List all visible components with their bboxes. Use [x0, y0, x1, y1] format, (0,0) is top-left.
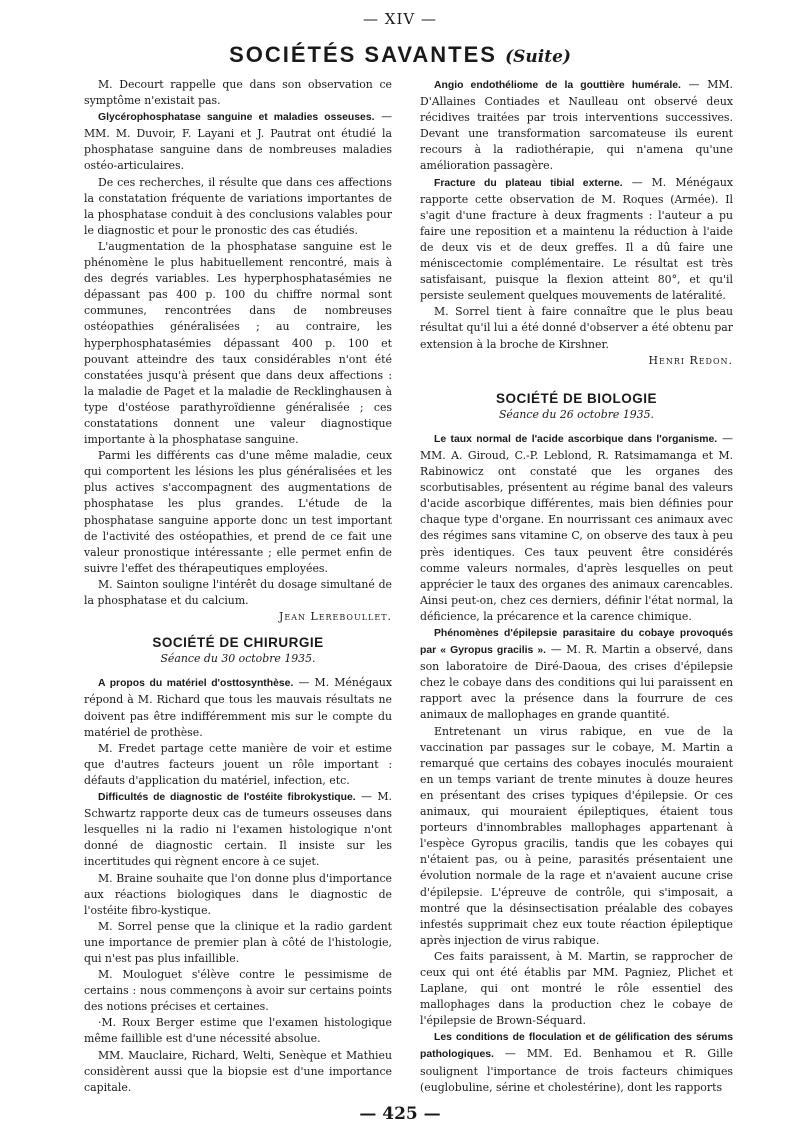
paragraph: M. Braine souhaite que l'on donne plus d'importance aux réactions biologiques dans le diagnostic de l'ostéite fibro-kystique. [84, 871, 392, 917]
paragraph: Parmi les différents cas d'une même maladie, ceux qui comportent les lésions les plus généralisées et les plus actives s'accompagnent des augmentations de phosphatase les plus grandes. L'étude de la phosphatase sanguine apporte donc un test important de l'activité des ostéopathies, et prend de ce fait une valeur pronostique intéressante ; elle permet enfin de suivre l'effet des thérapeutiques employées. [84, 449, 392, 575]
article-title: A propos du matériel d'osttosynthèse. [98, 678, 294, 690]
signature: Jean Lereboullet. [279, 610, 392, 624]
paragraph: L'augmentation de la phosphatase sanguine est le phénomène le plus habituellement rencontré, mais à des degrés variables. Les hyperphosphatasémies ne dépassant pas 400 p. 100 du chiffre normal sont communes, rencontrées dans de nombreuses ostéopathies généralisées ; au contraire, les hyperphosphatasémies dépassant 400 p. 100 et pouvant atteindre des taux considérables n'ont été constatées jusqu'à présent que dans deux affections : la maladie de Paget et la maladie de Recklinghausen à type d'ostéose parathyroïdienne généralisée ; ces constatations donnent une valeur diagnostique importante à la phosphatase sanguine. [84, 239, 392, 447]
article-title: Le taux normal de l'acide ascorbique dans l'organisme. [434, 433, 718, 445]
paragraph: M. Sainton souligne l'intérêt du dosage simultané de la phosphatase et du calcium. [84, 577, 392, 607]
right-column [420, 77, 733, 1096]
page-number: — 425 — [359, 1104, 441, 1124]
paragraph: MM. Mauclaire, Richard, Welti, Senèque et Mathieu considèrent aussi que la biopsie est d'une importance capitale. [84, 1048, 392, 1094]
article-text: — M. R. Martin a observé, dans son laboratoire de Diré-Daoua, des crises d'épilepsie chez le cobaye dans des conditions qui lui paraissent en rapport avec la présence dans la fourrure de ces animaux de mallophages en grande quantité. [420, 643, 733, 722]
paragraph: Entretenant un virus rabique, en vue de la vaccination par passages sur le cobaye, M. Martin a remarqué que certains des cobayes inoculés mouraient en un temps variant de trente minutes à douze heures en présentant des crises typiques d'épilepsie. Or ces animaux, qui mouraient épileptiques, étaient tous porteurs d'innombrables mallophages appartenant à l'espèce Gyropus gracilis, tandis que les cobayes qui n'étaient pas, ou à peine, parasités présentaient une évolution normale de la rage et n'avaient aucune crise d'épilepsie. L'épreuve de contrôle, qui s'imposait, a montré que la désinsectisation préalable des cobayes infestés supprimait chez eux toute réaction épileptique après injection de virus rabique. [420, 724, 733, 947]
page-title [0, 42, 800, 68]
paragraph: M. Decourt rappelle que dans son observation ce symptôme n'existait pas. [84, 78, 392, 108]
title-main: SOCIÉTÉS SAVANTES [229, 42, 497, 67]
paragraph: Ces faits paraissent, à M. Martin, se rapprocher de ceux qui ont été établis par MM. Pagniez, Plichet et Laplane, qui ont montré le rôle essentiel des mallophages dans la production chez le cobaye de l'épilepsie de Brown-Séquard. [420, 949, 733, 1028]
paragraph: M. Mouloguet s'élève contre le pessimisme de certains : nous commençons à avoir sur certains points des notions précises et certaines. [84, 968, 392, 1014]
session-date: Séance du 30 octobre 1935. [160, 652, 316, 666]
article-floculation [420, 1029, 733, 1095]
section-heading: SOCIÉTÉ DE CHIRURGIE [152, 635, 324, 651]
article-title: Phénomènes d'épilepsie parasitaire du cobaye provoqués par « Gyropus gracilis ». [420, 628, 733, 657]
article-fibro [84, 789, 392, 870]
article-title: Les conditions de floculation et de gélification des sérums pathologiques. [420, 1032, 733, 1061]
paragraph: De ces recherches, il résulte que dans ces affections la constatation fréquente de variations importantes de la phosphatase conduit à des conclusions valables pour le diagnostic et pour le pronostic des cas étudiés. [84, 175, 392, 237]
article-title: Difficultés de diagnostic de l'ostéite fibrokystique. [98, 792, 356, 804]
article-title: Fracture du plateau tibial externe. [434, 177, 623, 189]
section-heading: SOCIÉTÉ DE BIOLOGIE [495, 390, 658, 406]
article-angio [420, 77, 733, 175]
paragraph: M. Fredet partage cette manière de voir et estime que d'autres facteurs jouent un rôle important : défauts d'application du matériel, infection, etc. [84, 741, 392, 787]
article-text: — MM. Ed. Benhamou et R. Gille soulignent l'importance de trois facteurs chimiques (euglobuline, sérine et cholestérine), dont les rapports [420, 1047, 733, 1094]
article-title: Glycérophosphatase sanguine et maladies osseuses. [98, 112, 375, 124]
paragraph: M. Sorrel pense que la clinique et la radio gardent une importance de premier plan à côté de l'histologie, qui n'est pas plus infaillible. [84, 919, 392, 965]
article-ascorbique [420, 431, 733, 625]
title-suite: (Suite) [505, 47, 571, 67]
paragraph: ·M. Roux Berger estime que l'examen histologique même faillible est d'une nécessité absolue. [84, 1016, 392, 1046]
signature: Henri Redon. [648, 353, 733, 367]
article-text: — MM. A. Giroud, C.-P. Leblond, R. Ratsimamanga et M. Rabinowicz ont constaté que les organes des scorbutisables, présentent au régime banal des valeurs d'acide ascorbique différentes, mais bien définies pour chaque type d'organe. En nourrissant ces animaux avec des régimes sans vitamine C, on observe des taux à peu près identiques. Ces taux peuvent être considérés comme valeurs normales, d'après lesquelles on peut apprécier le taux des organes des animaux carencables. Ainsi peut-on, chez ces derniers, définir l'état normal, la déficience, la précarence et la carence chimique. [420, 431, 733, 623]
article-text: — MM. D'Allaines Contiades et Naulleau ont observé deux récidives traitées par trois interventions successives. Devant une transformation sarcomateuse ils eurent recours à la radiothérapie, qui n'amena qu'une amélioration passagère. [420, 78, 733, 173]
session-date: Séance du 26 octobre 1935. [498, 407, 655, 421]
article-fracture [420, 175, 733, 305]
page-roman-numeral: — XIV — [363, 10, 437, 28]
article-text: — MM. M. Duvoir, F. Layani et J. Pautrat ont étudié la phosphatase sanguine dans de nombreuses maladies ostéo-articulaires. [84, 110, 392, 173]
article-title: Angio endothéliome de la gouttière humérale. [434, 80, 681, 91]
article-epilepsie [420, 625, 733, 724]
article-glyco [84, 109, 392, 174]
article-text: — M. Ménégaux répond à M. Richard que tous les mauvais résultats ne doivent pas être indifféremment mis sur le compte du matériel de prothèse. [84, 676, 392, 739]
article-osteo [84, 675, 392, 740]
paragraph: M. Sorrel tient à faire connaître que le plus beau résultat qu'il lui a été donné d'observer a été obtenu par extension à la broche de Kirshner. [420, 305, 733, 351]
article-text: — M. Ménégaux rapporte cette observation de M. Roques (Armée). Il s'agit d'une fracture à deux fragments : l'auteur a pu faire une reposition et a maintenu la réduction à l'aide de deux vis et de deux greffes. Il a dû faire une méniscectomie complémentaire. Le résultat est très satisfaisant, puisque la flexion atteint 80°, et qu'il persiste seulement quelques mouvements de latéralité. [420, 175, 733, 303]
article-text: — M. Schwartz rapporte deux cas de tumeurs osseuses dans lesquelles ni la radio ni l'examen histologique n'ont donné de diagnostic certain. Il insiste sur les incertitudes qui règnent encore à ce sujet. [84, 790, 392, 869]
left-column [84, 77, 392, 1096]
